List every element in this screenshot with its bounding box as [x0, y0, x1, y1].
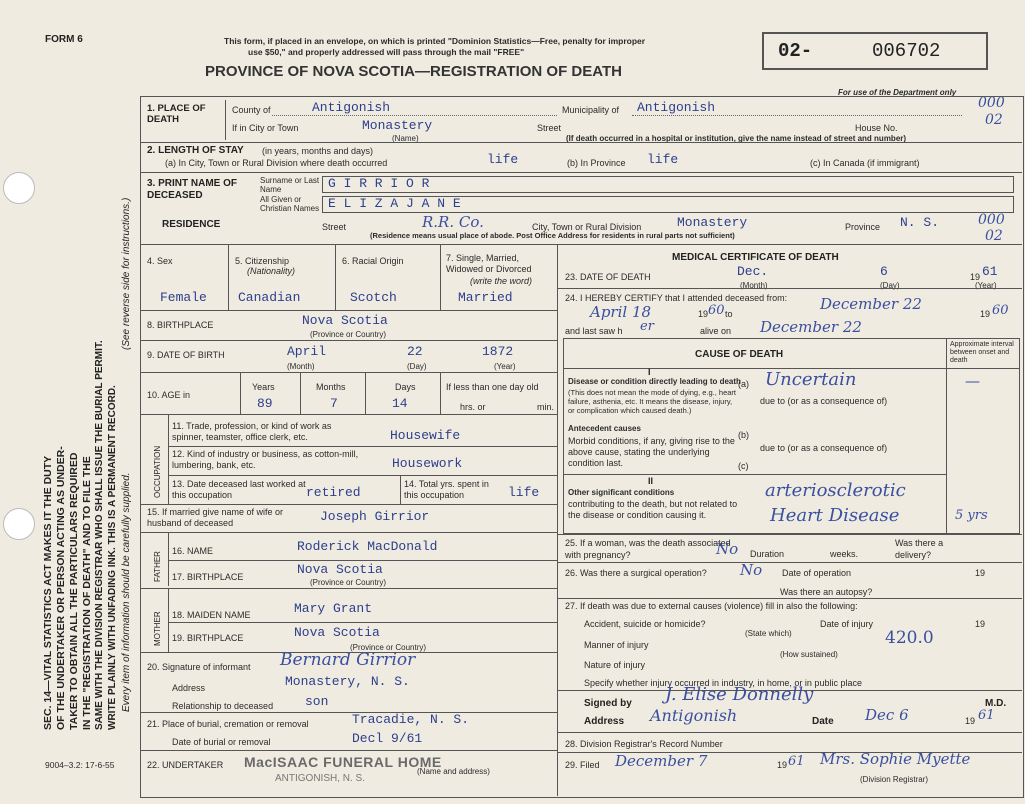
q19-sub: (Province or Country) — [350, 643, 427, 652]
disease-desc: (This does not mean the mode of dying, e.g., heart failure, asthenia, etc. It means the disease, injury, or complication which caused death.) — [568, 388, 737, 415]
form-code: 9004–3.2: 17-6-55 — [45, 760, 115, 770]
q16-label: 16. NAME — [172, 546, 214, 556]
rule-10 — [140, 504, 557, 505]
other-label: Other significant conditions — [568, 488, 675, 497]
q22-label: 22. UNDERTAKER — [147, 760, 224, 770]
min-label: min. — [537, 402, 555, 412]
side-instruction-3: TAKER TO OBTAIN ALL THE PARTICULARS REQUIRED — [68, 452, 80, 730]
burial-date-value: Decl 9/61 — [352, 731, 423, 746]
rule-16 — [140, 712, 557, 713]
disease-label: Disease or condition directly leading to death — [568, 377, 741, 386]
racial-origin-value: Scotch — [350, 290, 397, 305]
other-condition-2: Heart Disease — [770, 505, 900, 526]
attended-to: December 22 — [820, 295, 922, 313]
q21-label: 21. Place of burial, cremation or removal — [147, 719, 309, 729]
birthplace-value: Nova Scotia — [302, 313, 388, 328]
dob-month: April — [287, 344, 327, 359]
cause-heading: CAUSE OF DEATH — [695, 349, 784, 360]
physician-address-label: Address — [584, 716, 625, 727]
injury-yr-prefix: 19 — [975, 619, 986, 629]
q23-label: 23. DATE OF DEATH — [565, 272, 651, 282]
cert-yr-prefix: 19 — [965, 716, 976, 726]
sex-label: 4. Sex — [147, 256, 173, 266]
antecedent-label: Antecedent causes — [568, 424, 641, 433]
cause-b-mark: (b) — [738, 430, 749, 440]
rule-5 — [140, 340, 557, 341]
father-div — [168, 532, 169, 586]
q17-label: 17. BIRTHPLACE — [172, 572, 244, 582]
dept-code-1: 000 — [978, 95, 1005, 111]
surname-value: G I R R I O R — [328, 176, 430, 191]
rule-13 — [140, 588, 557, 589]
age-years-value: 89 — [257, 396, 273, 411]
deceased-name-label: 3. PRINT NAME OF DECEASED — [147, 178, 238, 201]
punch-hole-top — [3, 172, 35, 204]
mother-vertical: MOTHER — [153, 611, 162, 646]
marital-status-value: Married — [458, 290, 513, 305]
dept-code-2: 02 — [985, 112, 1003, 128]
age-div-4 — [440, 372, 441, 414]
municipality-line — [632, 115, 962, 116]
side-instruction-6: WRITE PLAINLY WITH UNFADING INK. THIS IS A PERMANENT RECORD. — [107, 385, 118, 730]
punch-hole-bottom — [3, 508, 35, 540]
to-yr-prefix: 19 — [980, 309, 991, 319]
dod-day-sub: (Day) — [880, 281, 900, 290]
specify-label: Specify whether injury occurred in industry, in home, or in public place — [584, 678, 862, 688]
dod-year-sub: (Year) — [975, 281, 997, 290]
rule-3 — [140, 244, 1022, 245]
q17-sub: (Province or Country) — [310, 578, 387, 587]
form-number: FORM 6 — [45, 34, 83, 45]
mail-notice-line1: This form, if placed in an envelope, on which is printed "Dominion Statistics—Free, penalty for improper — [224, 36, 646, 46]
place-of-death-label: 1. PLACE OF DEATH — [147, 103, 206, 125]
dept-code-4: 02 — [985, 228, 1003, 244]
stay-city-label: (a) In City, Town or Rural Division where death occurred — [165, 158, 388, 168]
age-div-2 — [300, 372, 301, 414]
division-registrar-sub: (Division Registrar) — [860, 775, 929, 784]
city-label: If in City or Town — [232, 123, 299, 133]
age-days-value: 14 — [392, 396, 408, 411]
state-which-sub: (State which) — [745, 629, 792, 638]
q14-value: life — [508, 485, 540, 500]
rule-8 — [168, 446, 557, 447]
side-instruction-4: IN THE "REGISTRATION OF DEATH" AND TO FILE THE — [81, 456, 93, 730]
stay-city-value: life — [487, 152, 519, 167]
less-than-day-label: If less than one day old — [446, 382, 539, 392]
q13-value: retired — [306, 485, 361, 500]
rule-1 — [140, 142, 1022, 143]
q26-value: No — [740, 561, 763, 579]
municipality-label: Municipality of — [562, 105, 620, 115]
to-label: to — [725, 309, 733, 319]
occupation-vertical: OCCUPATION — [153, 445, 162, 498]
side-instruction-1: SEC. 14—VITAL STATISTICS ACT MAKES IT THE DUTY — [42, 455, 54, 730]
undertaker-stamp: MacISAAC FUNERAL HOME — [244, 754, 442, 770]
q15-label: 15. If married give name of wife or husband of deceased — [147, 507, 284, 528]
burial-date-label: Date of burial or removal — [172, 737, 271, 747]
age-months-value: 7 — [330, 396, 338, 411]
nature-label: Nature of injury — [584, 660, 646, 670]
attended-from: April 18 — [590, 303, 652, 321]
to-yr: 60 — [992, 303, 1009, 318]
cert-yr: 61 — [978, 708, 995, 723]
from-yr: 60 — [708, 303, 725, 318]
age-years-label: Years — [252, 382, 275, 392]
col-div-3 — [440, 244, 441, 310]
side-instruction-2: OF THE UNDERTAKER OR PERSON ACTING AS UNDER- — [55, 446, 67, 730]
delivery-label: Was there a delivery? — [895, 538, 944, 560]
citizenship-value: Canadian — [238, 290, 301, 305]
undertaker-name-address-sub: (Name and address) — [417, 767, 490, 776]
stay-canada-label: (c) In Canada (if immigrant) — [810, 158, 920, 168]
rule-12 — [168, 560, 557, 561]
q17-value: Nova Scotia — [297, 562, 383, 577]
weeks-label: weeks. — [830, 549, 859, 559]
street-label: Street — [537, 123, 562, 133]
q19-label: 19. BIRTHPLACE — [172, 633, 244, 643]
residence-street-label: Street — [322, 222, 347, 232]
side-instruction-8: (See reverse side for instructions.) — [121, 197, 132, 350]
registration-number-box — [762, 32, 988, 70]
cert-date-label: Date — [812, 716, 834, 727]
q12-value: Housework — [392, 456, 463, 471]
coded-value: 420.0 — [885, 628, 934, 648]
father-vertical: FATHER — [153, 551, 162, 582]
other-desc: contributing to the death, but not related to the disease or condition causing it. — [568, 499, 738, 520]
last-saw-date: December 22 — [760, 318, 862, 336]
q28-label: 28. Division Registrar's Record Number — [565, 739, 723, 749]
relationship-value: son — [305, 694, 329, 709]
dod-year: 61 — [982, 264, 998, 279]
dob-month-sub: (Month) — [287, 362, 315, 371]
date-of-injury-label: Date of injury — [820, 619, 874, 629]
q15-value: Joseph Girrior — [320, 509, 430, 524]
q12-label: 12. Kind of industry or business, as cotton-mill, lumbering, bank, etc. — [172, 449, 359, 470]
side-instruction-5: SAME WITH THE DIVISION REGISTRAR WHO SHALL ISSUE THE BURIAL PERMIT. — [94, 340, 105, 730]
rule-m4 — [557, 598, 1022, 599]
county-line — [272, 115, 557, 116]
rule-14 — [168, 622, 557, 623]
dod-month-sub: (Month) — [740, 281, 768, 290]
city-value: Monastery — [362, 118, 433, 133]
q21-value: Tracadie, N. S. — [352, 712, 470, 727]
residence-province-label: Province — [845, 222, 881, 232]
interval-other: 5 yrs — [955, 508, 988, 523]
q13-label: 13. Date deceased last worked at this occupation — [172, 479, 306, 500]
cause-c-mark: (c) — [738, 461, 749, 471]
municipality-value: Antigonish — [637, 100, 716, 115]
mail-notice-line2: use $50," and properly addressed will pass through the mail "FREE" — [248, 47, 525, 57]
accident-label: Accident, suicide or homicide? — [584, 619, 706, 629]
age-days-label: Days — [395, 382, 416, 392]
rule-17 — [140, 750, 557, 751]
roman-1: I — [648, 367, 651, 377]
q26-label: 26. Was there a surgical operation? — [565, 568, 707, 578]
surname-label: Surname or Last Name — [260, 176, 320, 194]
col-div-2 — [335, 244, 336, 310]
filed-yr: 61 — [788, 754, 805, 769]
hospital-note: (If death occurred in a hospital or institution, give the name instead of street and number) — [566, 134, 907, 143]
form-title: PROVINCE OF NOVA SCOTIA—REGISTRATION OF DEATH — [205, 63, 622, 80]
dod-day: 6 — [880, 264, 888, 279]
given-names-label: All Given or Christian Names — [260, 195, 320, 213]
interval-a-value: — — [965, 372, 980, 390]
dob-label: 9. DATE OF BIRTH — [147, 350, 225, 360]
dob-year-sub: (Year) — [494, 362, 516, 371]
residence-street-value: R.R. Co. — [422, 213, 484, 231]
given-names-value: E L I Z A J A N E — [328, 196, 461, 211]
physician-signature: J. Elise Donnelly — [665, 684, 814, 705]
rule-7 — [140, 414, 557, 415]
autopsy-label: Was there an autopsy? — [780, 587, 873, 597]
occ-div — [168, 414, 169, 504]
age-div-3 — [365, 372, 366, 414]
medical-heading: MEDICAL CERTIFICATE OF DEATH — [672, 252, 839, 263]
sex-value: Female — [160, 290, 207, 305]
q24-label: 24. I HEREBY CERTIFY that I attended deceased from: — [565, 293, 788, 303]
last-saw-label: and last saw h — [565, 326, 623, 336]
manner-label: Manner of injury — [584, 640, 649, 650]
residence-note: (Residence means usual place of abode. Post Office Address for residents in rural parts not sufficient) — [370, 231, 735, 240]
age-months-label: Months — [316, 382, 346, 392]
informant-address: Monastery, N. S. — [285, 674, 410, 689]
center-divider — [557, 244, 558, 796]
informant-signature: Bernard Girrior — [280, 650, 416, 670]
rule-9 — [168, 475, 557, 476]
operation-yr-prefix: 19 — [975, 568, 986, 578]
cert-date: Dec 6 — [865, 706, 909, 724]
col-div-1 — [228, 244, 229, 310]
rule-m6 — [557, 732, 1022, 733]
undertaker-stamp-address: ANTIGONISH, N. S. — [275, 773, 366, 784]
rule-m1 — [557, 288, 1022, 289]
dob-day-sub: (Day) — [407, 362, 427, 371]
q27-label: 27. If death was due to external causes (violence) fill in also the following: — [565, 601, 858, 611]
q25-label: 25. If a woman, was the death associated with pregnancy? — [565, 538, 731, 560]
age-div-1 — [240, 372, 241, 414]
dob-year: 1872 — [482, 344, 514, 359]
side-instruction-7: Every item of information should be carefully supplied. — [121, 472, 132, 712]
rule-m3 — [557, 562, 1022, 563]
rule-4 — [140, 310, 557, 311]
county-label: County of — [232, 105, 271, 115]
from-yr-prefix: 19 — [698, 309, 709, 319]
residence-province-value: N. S. — [900, 215, 940, 230]
stay-province-label: (b) In Province — [567, 158, 626, 168]
registration-prefix: 02- — [778, 40, 813, 62]
residence-city-label: City, Town or Rural Division — [532, 222, 642, 232]
birthplace-label: 8. BIRTHPLACE — [147, 320, 214, 330]
hrs-label: hrs. or — [460, 402, 486, 412]
signed-by-label: Signed by — [584, 698, 632, 709]
q18-value: Mary Grant — [294, 601, 373, 616]
length-of-stay-label: 2. LENGTH OF STAY — [147, 145, 244, 156]
due-to-a: due to (or as a consequence of) — [760, 396, 888, 406]
stay-province-value: life — [647, 152, 679, 167]
rule-m2 — [557, 534, 1022, 535]
department-use-note: For use of the Department only — [838, 88, 957, 97]
mother-div — [168, 588, 169, 652]
cause-a-value: Uncertain — [765, 369, 857, 390]
q20-label: 20. Signature of informant — [147, 662, 251, 672]
due-to-b: due to (or as a consequence of) — [760, 443, 888, 453]
citizenship-label: 5. Citizenship — [235, 256, 290, 266]
md-label: M.D. — [985, 698, 1007, 709]
q25-value: No — [716, 540, 739, 558]
q14-label: 14. Total yrs. spent in this occupation — [404, 479, 489, 500]
residence-city-value: Monastery — [677, 215, 748, 230]
other-condition-1: arteriosclerotic — [765, 480, 906, 501]
how-sustained-sub: (How sustained) — [780, 650, 838, 659]
antecedent-desc: Morbid conditions, if any, giving rise to the above cause, stating the underlying condition last. — [568, 436, 735, 468]
alive-on-label: alive on — [700, 326, 732, 336]
birthplace-sub: (Province or Country) — [310, 330, 387, 339]
house-number-label: House No. — [855, 123, 898, 133]
age-label: 10. AGE in — [147, 390, 191, 400]
last-saw-her: er — [640, 319, 654, 334]
cause-a-mark: (a) — [738, 379, 749, 389]
filed-yr-prefix: 19 — [777, 760, 788, 770]
filed-date: December 7 — [615, 752, 708, 770]
rule-6 — [140, 372, 557, 373]
cause-mid-rule — [563, 474, 946, 475]
interval-heading: Approximate interval between onset and death — [950, 341, 1014, 364]
informant-address-label: Address — [172, 683, 206, 693]
marital-status-label: 7. Single, Married, Widowed or Divorced — [446, 253, 532, 274]
rule-11 — [140, 532, 557, 533]
roman-2: II — [648, 476, 654, 486]
length-of-stay-desc: (in years, months and days) — [262, 146, 374, 156]
dod-year-prefix: 19 — [970, 272, 981, 282]
dob-day: 22 — [407, 344, 423, 359]
county-value: Antigonish — [312, 100, 391, 115]
q29-label: 29. Filed — [565, 760, 600, 770]
physician-address: Antigonish — [650, 706, 738, 725]
citizenship-sub: (Nationality) — [247, 266, 296, 276]
residence-label: RESIDENCE — [162, 219, 221, 230]
date-of-operation-label: Date of operation — [782, 568, 852, 578]
duration-label: Duration — [750, 549, 785, 559]
registration-number: 006702 — [872, 40, 941, 62]
marital-status-sub: (write the word) — [470, 276, 533, 286]
q18-label: 18. MAIDEN NAME — [172, 610, 251, 620]
q19-value: Nova Scotia — [294, 625, 380, 640]
racial-origin-label: 6. Racial Origin — [342, 256, 404, 266]
relationship-label: Relationship to deceased — [172, 701, 274, 711]
section1-divider — [225, 100, 226, 140]
rule-2 — [140, 172, 1022, 173]
name-caption: (Name) — [392, 134, 419, 143]
dept-code-3: 000 — [978, 212, 1005, 228]
q11-value: Housewife — [390, 428, 461, 443]
q11-label: 11. Trade, profession, or kind of work as spinner, teamster, office clerk, etc. — [172, 421, 332, 442]
dod-month: Dec. — [737, 264, 769, 279]
q16-value: Roderick MacDonald — [297, 539, 438, 554]
occ-div-2 — [400, 475, 401, 504]
registrar-signature: Mrs. Sophie Myette — [820, 750, 971, 768]
